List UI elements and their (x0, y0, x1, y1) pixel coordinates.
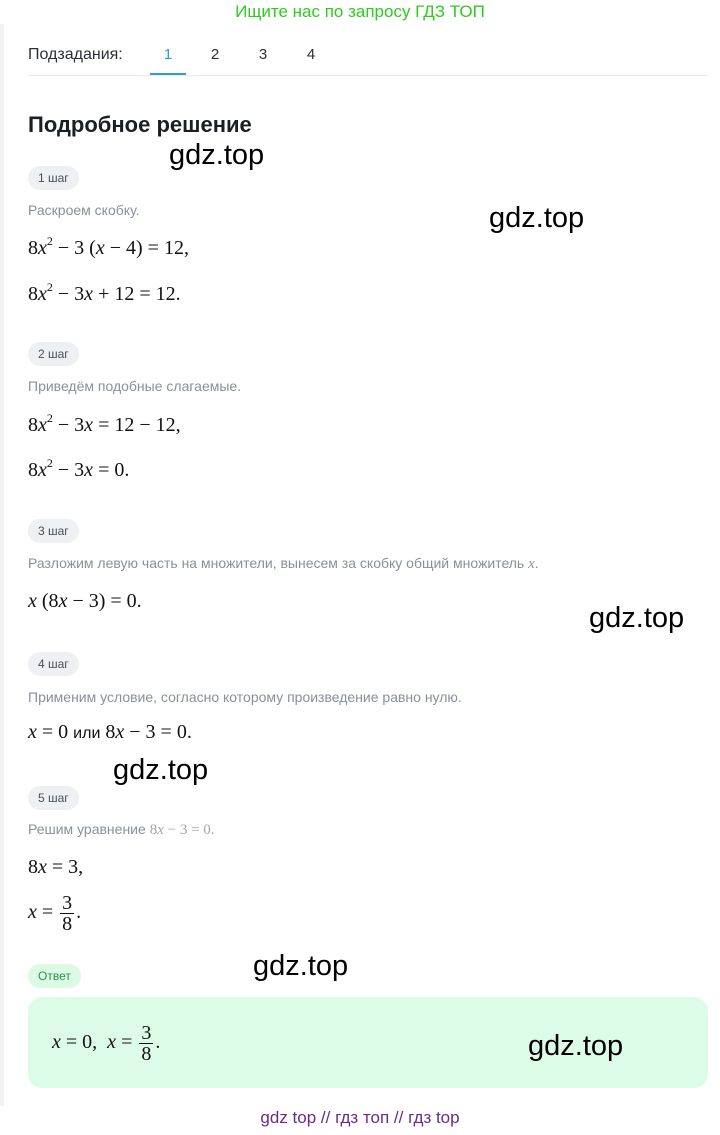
step-3-text: Разложим левую часть на множители, вынесем за скобку общий множитель (28, 555, 525, 571)
step-2-equation-2: $8x^2 - 3x = 0$. (28, 456, 130, 481)
or-word: или (73, 725, 101, 742)
step-5-equation-2: x = $\frac{3}{8}$ . (28, 892, 82, 935)
tab-2[interactable]: 2 (210, 46, 220, 63)
step-1-equation-1: $8x^2 - 3$ (x − 4) = 12, (28, 234, 189, 259)
step-2-badge: 2 шаг (28, 342, 79, 366)
step-5-text: Решим уравнение (28, 821, 146, 837)
step-1-text: Раскроем скобку. (28, 202, 140, 218)
step-3-equation: x (8x − 3) = 0. (28, 590, 142, 612)
watermark: gdz.top (113, 754, 209, 786)
subtask-tabs (28, 38, 708, 76)
step-1-badge: 1 шаг (28, 166, 79, 190)
left-divider (0, 24, 4, 1106)
step-1-equation-2: $8x^2 - 3x + 12 = 12$. (28, 280, 181, 305)
step-5-text-line: Решим уравнение 8x − 3 = 0. (28, 821, 215, 838)
search-banner: Ищите нас по запросу ГДЗ ТОП (235, 2, 485, 21)
step-5-equation-1: 8x = 3, (28, 856, 84, 878)
watermark: gdz.top (528, 1030, 624, 1062)
watermark: gdz.top (169, 139, 265, 171)
active-tab-indicator (150, 73, 186, 75)
answer-badge: Ответ (28, 964, 81, 988)
step-4-badge: 4 шаг (28, 652, 79, 676)
footer-links[interactable]: gdz top // гдз топ // гдз top (260, 1108, 460, 1127)
subtasks-label: Подзадания: (28, 46, 123, 63)
tab-3[interactable]: 3 (258, 46, 268, 63)
watermark: gdz.top (589, 602, 685, 634)
step-3-badge: 3 шаг (28, 519, 79, 543)
watermark: gdz.top (253, 950, 349, 982)
step-4-equation: x = 0 или 8x − 3 = 0. (28, 721, 192, 743)
step-5-badge: 5 шаг (28, 786, 79, 810)
step-2-text: Приведём подобные слагаемые. (28, 378, 242, 394)
step-3-text-line: Разложим левую часть на множители, вынесем за скобку общий множитель x. (28, 555, 539, 572)
watermark: gdz.top (489, 202, 585, 234)
tab-4[interactable]: 4 (306, 46, 316, 63)
step-2-equation-1: $8x^2 - 3x = 12 - 12$, (28, 411, 181, 436)
step-4-text: Применим условие, согласно которому произведение равно нулю. (28, 689, 462, 705)
tab-1[interactable]: 1 (163, 46, 173, 63)
section-title: Подробное решение (28, 112, 252, 137)
answer-equation: x = 0, x = $\frac{3}{8}$ . (52, 1022, 161, 1065)
